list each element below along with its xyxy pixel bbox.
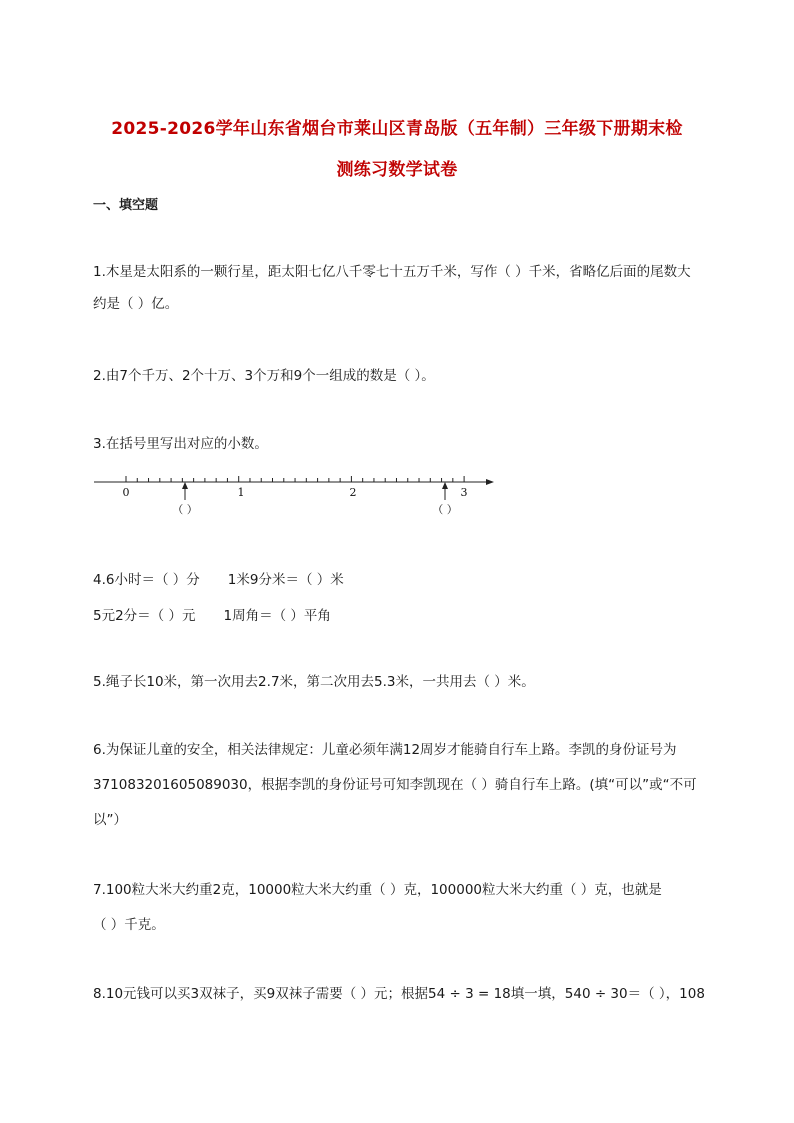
arrow-up-icon xyxy=(182,482,188,489)
exam-title-line1: 2025-2026学年山东省烟台市莱山区青岛版（五年制）三年级下册期末检 xyxy=(111,119,683,139)
number-line xyxy=(90,470,500,520)
q4-item-angle: 1周角＝（ ）平角 xyxy=(223,608,331,624)
question-2: 2.由7个千万、2个十万、3个万和9个一组成的数是（ ）。 xyxy=(93,368,435,384)
answer-blank-left: （ ） xyxy=(172,503,198,516)
answer-blank-right: （ ） xyxy=(432,503,458,516)
number-line-ticks xyxy=(126,476,464,482)
question-7-line1: 7.100粒大米大约重2克，10000粒大米大约重（ ）克，100000粒大米大约重（ ）克，也就是 xyxy=(93,882,662,898)
question-8: 8.10元钱可以买3双袜子，买9双袜子需要（ ）元；根据54 ÷ 3 = 18填一填，540 ÷ 30＝（ ），108 xyxy=(93,986,705,1002)
tick-label-1: 1 xyxy=(237,486,245,499)
question-6-line3: 以”） xyxy=(93,812,127,828)
question-4-row1 xyxy=(93,568,344,588)
question-4-row2 xyxy=(93,604,331,624)
arrow-right-icon xyxy=(486,479,494,485)
question-6-line1: 6.为保证儿童的安全，相关法律规定：儿童必须年满12周岁才能骑自行车上路。李凯的身份证号为 xyxy=(93,742,677,758)
arrow-up-icon xyxy=(442,482,448,489)
section-heading: 一、填空题 xyxy=(93,198,159,213)
exam-title-line2: 测练习数学试卷 xyxy=(336,160,458,180)
question-1: 1.木星是太阳系的一颗行星，距太阳七亿八千零七十五万千米，写作（ ）千米，省略亿后面的尾数大约是（ ）亿。 xyxy=(93,264,691,312)
tick-label-2: 2 xyxy=(349,486,357,499)
q4-item-hours: 4.6小时＝（ ）分 xyxy=(93,572,200,588)
q4-item-yuan: 5元2分＝（ ）元 xyxy=(93,608,196,624)
question-5: 5.绳子长10米，第一次用去2.7米，第二次用去5.3米，一共用去（ ）米。 xyxy=(93,674,535,690)
q4-item-meters: 1米9分米＝（ ）米 xyxy=(227,572,344,588)
tick-label-3: 3 xyxy=(460,486,468,499)
question-6-line2: 371083201605089030，根据李凯的身份证号可知李凯现在（ ）骑自行车上路。(填“可以”或“不可 xyxy=(93,777,697,793)
tick-label-0: 0 xyxy=(122,486,130,499)
question-7-line2: （ ）千克。 xyxy=(93,917,165,933)
question-3: 3.在括号里写出对应的小数。 xyxy=(93,436,268,452)
